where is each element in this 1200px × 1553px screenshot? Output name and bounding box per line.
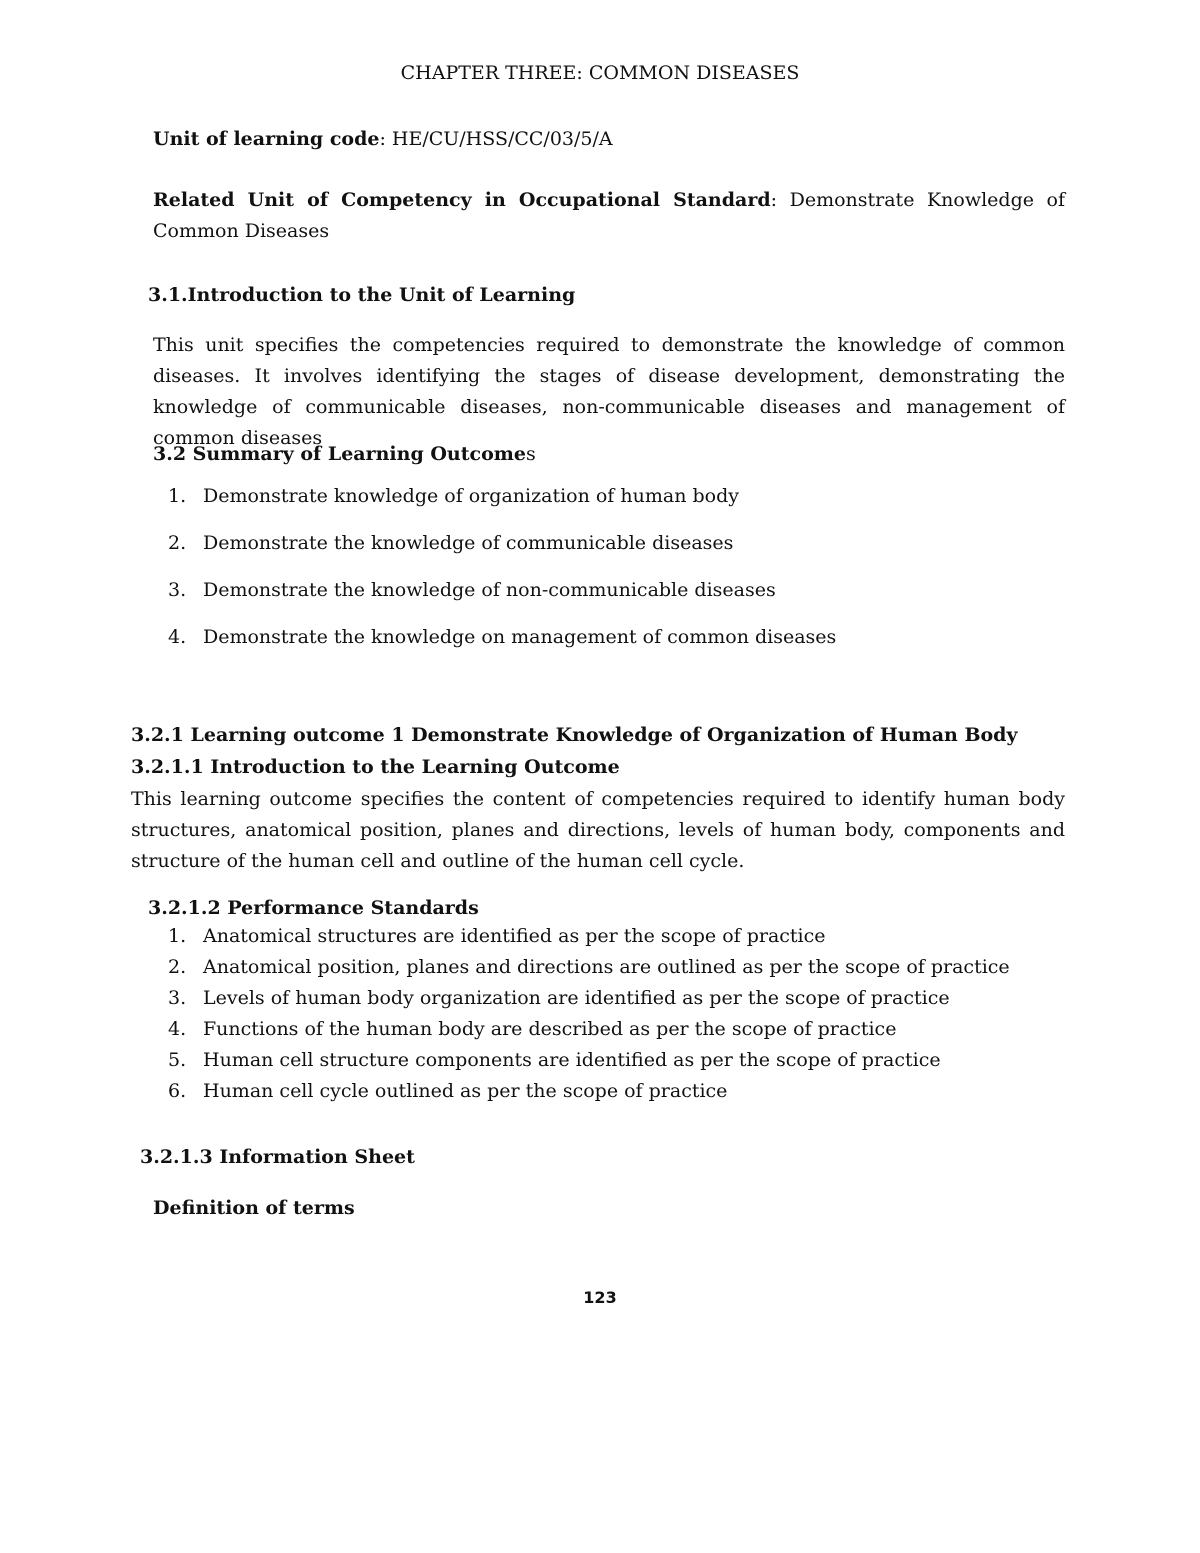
list-text: Levels of human body organization are identified as per the scope of practice	[203, 987, 950, 1009]
list-number: 3.	[168, 987, 187, 1009]
list-item	[168, 626, 1048, 673]
list-text: Demonstrate the knowledge on management of common diseases	[203, 626, 837, 648]
list-text: Demonstrate knowledge of organization of human body	[203, 485, 739, 507]
list-item	[168, 956, 1048, 987]
list-number: 2.	[168, 532, 187, 554]
list-item	[168, 532, 1048, 579]
information-sheet-heading: 3.2.1.3 Information Sheet	[140, 1146, 415, 1168]
performance-standards-list	[168, 925, 1048, 1111]
page-number: 123	[583, 1288, 617, 1307]
summary-heading-tail: s	[525, 443, 536, 465]
list-item	[168, 579, 1048, 626]
outcome1-intro-paragraph: This learning outcome specifies the content of competencies required to identify human body structures, anatomical position, planes and directions, levels of human body, components and structure of the human cell and outline of the human cell cycle.	[131, 788, 1065, 872]
list-item	[168, 1080, 1048, 1111]
outcome1-heading: 3.2.1 Learning outcome 1 Demonstrate Knowledge of Organization of Human Body	[131, 724, 1018, 746]
summary-heading	[153, 439, 536, 470]
definition-of-terms-heading: Definition of terms	[153, 1197, 355, 1219]
performance-standards-heading: 3.2.1.2 Performance Standards	[148, 897, 479, 919]
list-item	[168, 925, 1048, 956]
unit-code-label: Unit of learning code	[153, 128, 380, 150]
list-item	[168, 1049, 1048, 1080]
list-number: 6.	[168, 1080, 187, 1102]
related-unit-label: Related Unit of Competency in Occupational Standard	[153, 189, 771, 211]
list-text: Human cell structure components are identified as per the scope of practice	[203, 1049, 941, 1071]
list-number: 5.	[168, 1049, 187, 1071]
list-text: Demonstrate the knowledge of non-communicable diseases	[203, 579, 776, 601]
list-number: 4.	[168, 626, 187, 648]
outcome1-intro-heading: 3.2.1.1 Introduction to the Learning Outcome	[131, 756, 620, 778]
list-number: 4.	[168, 1018, 187, 1040]
list-item	[168, 485, 1048, 532]
list-number: 1.	[168, 485, 187, 507]
summary-heading-text: 3.2 Summary of Learning Outcome	[153, 443, 526, 465]
learning-outcomes-list	[168, 485, 1048, 673]
list-number: 2.	[168, 956, 187, 978]
list-text: Human cell cycle outlined as per the scope of practice	[203, 1080, 728, 1102]
list-text: Functions of the human body are described as per the scope of practice	[203, 1018, 897, 1040]
chapter-title: CHAPTER THREE: COMMON DISEASES	[400, 62, 800, 84]
list-text: Demonstrate the knowledge of communicable diseases	[203, 532, 734, 554]
list-text: Anatomical position, planes and directions are outlined as per the scope of practice	[203, 956, 1010, 978]
intro-heading: 3.1.Introduction to the Unit of Learning	[148, 284, 576, 306]
intro-paragraph: This unit specifies the competencies required to demonstrate the knowledge of common diseases. It involves identifying the stages of disease development, demonstrating the knowledge of communicable diseases, non-communicable diseases and management of common diseases	[153, 334, 1065, 449]
list-number: 3.	[168, 579, 187, 601]
list-item	[168, 987, 1048, 1018]
unit-code-value: : HE/CU/HSS/CC/03/5/A	[379, 128, 613, 150]
list-item	[168, 1018, 1048, 1049]
related-unit-value: : Demonstrate Knowledge of Common Diseases	[153, 189, 1065, 242]
unit-code-line	[153, 124, 613, 155]
list-number: 1.	[168, 925, 187, 947]
related-unit-line	[153, 185, 1065, 247]
list-text: Anatomical structures are identified as per the scope of practice	[203, 925, 826, 947]
